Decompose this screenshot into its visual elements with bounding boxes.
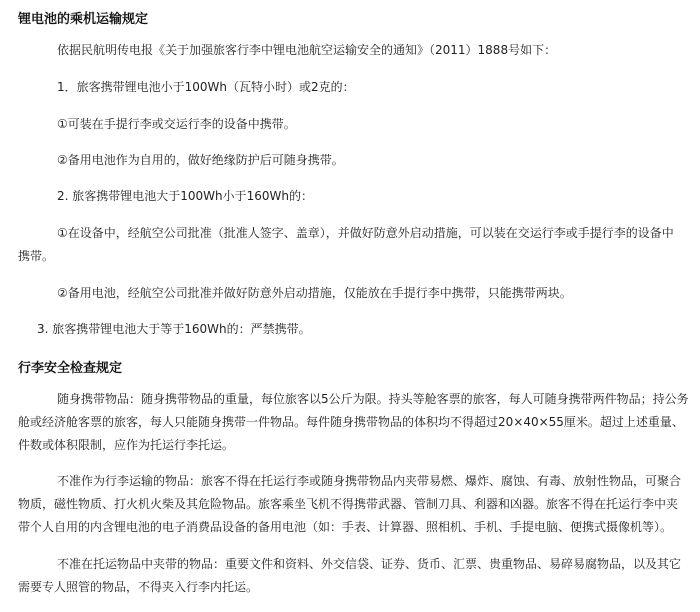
carry-on-line1: 随身携带物品：随身携带物品的重量，每位旅客以5公斤为限。持头等舱客票的旅客，每人可随身携带两件物品；持公务 bbox=[57, 392, 689, 406]
rule-item-2a-line2: 携带。 bbox=[18, 249, 55, 263]
section-title-baggage: 行李安全检查规定 bbox=[18, 361, 123, 376]
carry-on-line3: 件数或体积限制，应作为托运行李托运。 bbox=[18, 438, 235, 452]
rule-item-1: 1．旅客携带锂电池小于100Wh（瓦特小时）或2克的： bbox=[57, 80, 355, 94]
prohibited-line1: 不准作为行李运输的物品：旅客不得在托运行李或随身携带物品内夹带易燃、爆炸、腐蚀、有毒、放射性物品，可聚合 bbox=[57, 474, 682, 488]
rule-item-3: 3. 旅客携带锂电池大于等于160Wh的：严禁携带。 bbox=[37, 322, 311, 336]
rule-item-1b: ②备用电池作为自用的，做好绝缘防护后可随身携带。 bbox=[57, 153, 344, 167]
rule-item-2a-line1: ①在设备中，经航空公司批准（批准人签字、盖章），并做好防意外启动措施，可以装在交运行李或手提行李的设备中 bbox=[57, 226, 674, 240]
section-title-lithium: 锂电池的乘机运输规定 bbox=[18, 12, 149, 27]
checked-forbidden-line1: 不准在托运物品中夹带的物品：重要文件和资料、外交信袋、证券、货币、汇票、贵重物品、易碎易腐物品，以及其它 bbox=[57, 557, 682, 571]
prohibited-line2: 物质，磁性物质、打火机火柴及其危险物品。旅客乘坐飞机不得携带武器、管制刀具、利器和凶器。旅客不得在托运行李中夹 bbox=[18, 497, 679, 511]
rule-item-2b: ②备用电池，经航空公司批准并做好防意外启动措施，仅能放在手提行李中携带，只能携带两块。 bbox=[57, 286, 572, 300]
intro-paragraph: 依据民航明传电报《关于加强旅客行李中锂电池航空运输安全的通知》（2011）1888号如下： bbox=[57, 43, 557, 57]
prohibited-line3: 带个人自用的内含锂电池的电子消费品设备的备用电池（如：手表、计算器、照相机、手机、手提电脑、便携式摄像机等）。 bbox=[18, 520, 673, 534]
checked-forbidden-line2: 需要专人照管的物品，不得夹入行李内托运。 bbox=[18, 580, 259, 594]
carry-on-line2: 舱或经济舱客票的旅客，每人只能随身携带一件物品。每件随身携带物品的体积均不得超过20×40×55厘米。超过上述重量、 bbox=[18, 415, 684, 429]
rule-item-1a: ①可装在手提行李或交运行李的设备中携带。 bbox=[57, 117, 296, 131]
rule-item-2: 2. 旅客携带锂电池大于100Wh小于160Wh的： bbox=[57, 189, 314, 203]
